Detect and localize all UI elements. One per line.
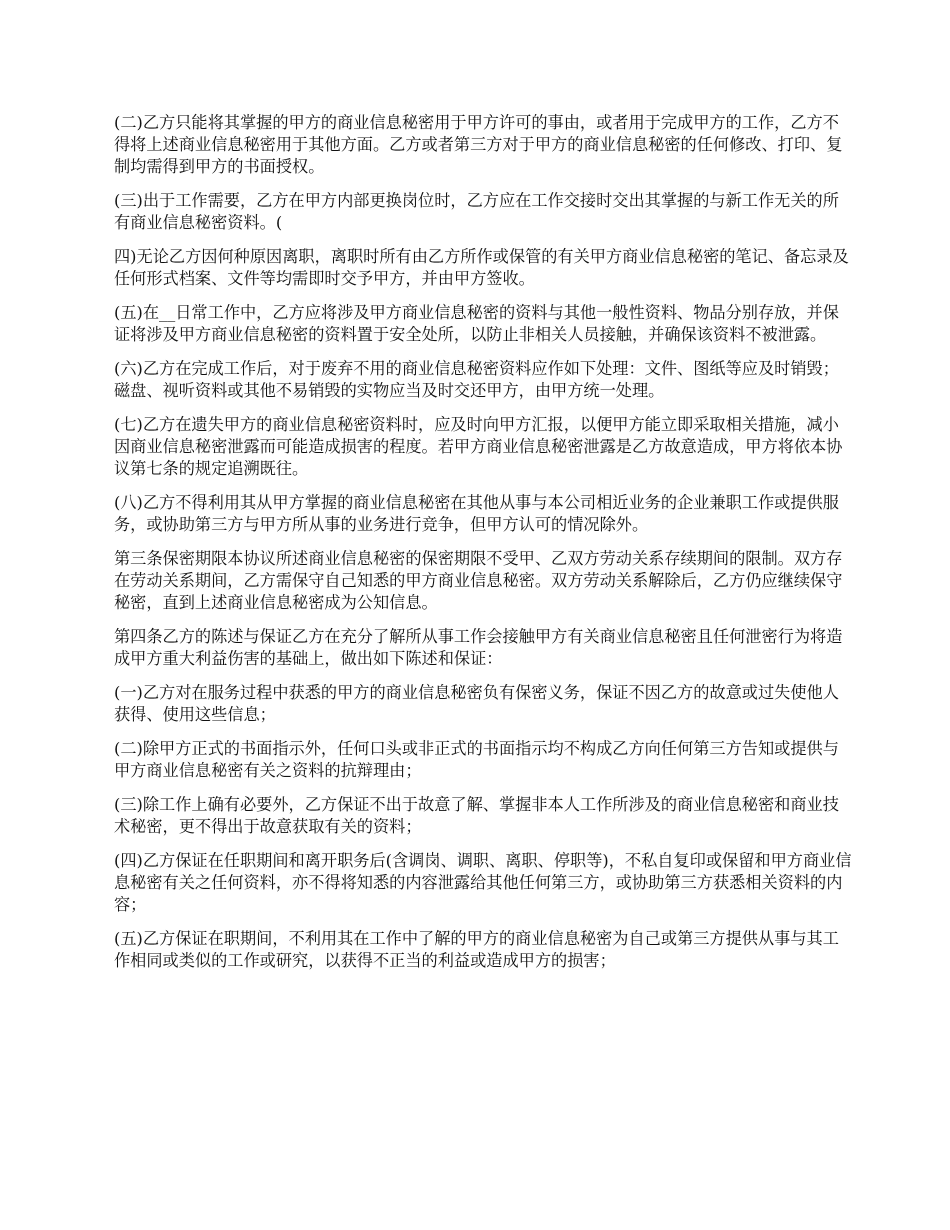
document-body bbox=[114, 112, 854, 984]
paragraph-article-4: 第四条乙方的陈述与保证乙方在充分了解所从事工作会接触甲方有关商业信息秘密且任何泄密行为将造成甲方重大利益伤害的基础上，做出如下陈述和保证： bbox=[114, 627, 843, 668]
paragraph-clause-2-8: (八)乙方不得利用其从甲方掌握的商业信息秘密在其他从事与本公司相近业务的企业兼职工作或提供服务，或协助第三方与甲方所从事的业务进行竞争，但甲方认可的情况除外。 bbox=[114, 493, 839, 534]
paragraph-clause-2-5: (五)在__日常工作中，乙方应将涉及甲方商业信息秘密的资料与其他一般性资料、物品分别存放，并保证将涉及甲方商业信息秘密的资料置于安全处所，以防止非相关人员接触，并确保该资料不被泄露。 bbox=[114, 303, 839, 344]
paragraph-clause-2-2: (二)乙方只能将其掌握的甲方的商业信息秘密用于甲方许可的事由，或者用于完成甲方的工作，乙方不得将上述商业信息秘密用于其他方面。乙方或者第三方对于甲方的商业信息秘密的任何修改、打印、复制均需得到甲方的书面授权。 bbox=[114, 113, 843, 176]
paragraph-article-3: 第三条保密期限本协议所述商业信息秘密的保密期限不受甲、乙双方劳动关系存续期间的限制。双方存在劳动关系期间，乙方需保守自己知悉的甲方商业信息秘密。双方劳动关系解除后，乙方仍应继续保守秘密，直到上述商业信息秘密成为公知信息。 bbox=[114, 549, 843, 612]
paragraph-clause-4-2: (二)除甲方正式的书面指示外，任何口头或非正式的书面指示均不构成乙方向任何第三方告知或提供与甲方商业信息秘密有关之资料的抗辩理由； bbox=[114, 739, 839, 780]
paragraph-clause-2-4: 四)无论乙方因何种原因离职，离职时所有由乙方所作或保管的有关甲方商业信息秘密的笔记、备忘录及任何形式档案、文件等均需即时交予甲方，并由甲方签收。 bbox=[114, 247, 849, 288]
paragraph-clause-2-6: (六)乙方在完成工作后，对于废弃不用的商业信息秘密资料应作如下处理：文件、图纸等应及时销毁；磁盘、视听资料或其他不易销毁的实物应当及时交还甲方，由甲方统一处理。 bbox=[114, 359, 839, 400]
paragraph-clause-4-4: (四)乙方保证在任职期间和离开职务后(含调岗、调职、离职、停职等)，不私自复印或保留和甲方商业信息秘密有关之任何资料，亦不得将知悉的内容泄露给其他任何第三方，或协助第三方获悉相关资料的内容； bbox=[114, 851, 852, 914]
paragraph-clause-2-3: (三)出于工作需要，乙方在甲方内部更换岗位时，乙方应在工作交接时交出其掌握的与新工作无关的所有商业信息秘密资料。( bbox=[114, 191, 839, 232]
paragraph-clause-2-7: (七)乙方在遗失甲方的商业信息秘密资料时，应及时向甲方汇报，以便甲方能立即采取相关措施，减小因商业信息秘密泄露而可能造成损害的程度。若甲方商业信息秘密泄露是乙方故意造成，甲方将依本协议第七条的规定追溯既往。 bbox=[114, 415, 843, 478]
paragraph-clause-4-5: (五)乙方保证在职期间，不利用其在工作中了解的甲方的商业信息秘密为自己或第三方提供从事与其工作相同或类似的工作或研究，以获得不正当的利益或造成甲方的损害； bbox=[114, 929, 839, 970]
paragraph-clause-4-3: (三)除工作上确有必要外，乙方保证不出于故意了解、掌握非本人工作所涉及的商业信息秘密和商业技术秘密，更不得出于故意获取有关的资料； bbox=[114, 795, 839, 836]
paragraph-clause-4-1: (一)乙方对在服务过程中获悉的甲方的商业信息秘密负有保密义务，保证不因乙方的故意或过失使他人获得、使用这些信息； bbox=[114, 683, 839, 724]
